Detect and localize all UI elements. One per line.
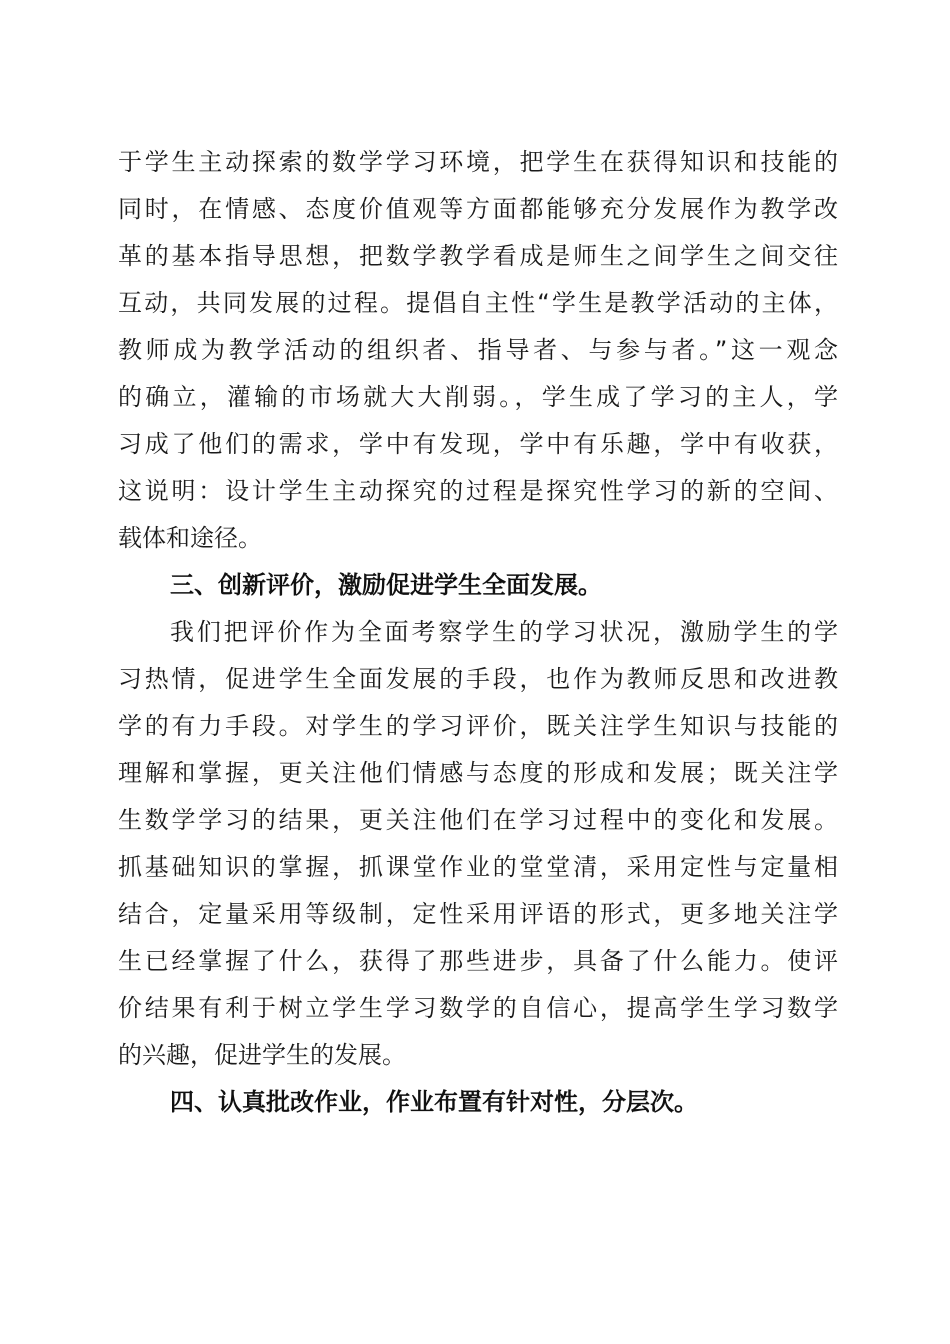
paragraph-1-line: 互动，共同发展的过程。提倡自主性“学生是教学活动的主体， bbox=[118, 289, 838, 317]
paragraph-2-line: 结合，定量采用等级制，定性采用评语的形式，更多地关注学 bbox=[118, 900, 838, 928]
paragraph-2-line: 学的有力手段。对学生的学习评价，既关注学生知识与技能的 bbox=[118, 712, 838, 740]
paragraph-2-line: 的兴趣，促进学生的发展。 bbox=[118, 1041, 406, 1069]
section-heading-3: 三、创新评价，激励促进学生全面发展。 bbox=[170, 571, 602, 599]
paragraph-1-line: 于学生主动探索的数学学习环境，把学生在获得知识和技能的 bbox=[118, 148, 838, 176]
paragraph-1-line: 教师成为教学活动的组织者、指导者、与参与者。”这一观念 bbox=[118, 336, 838, 364]
paragraph-2-line: 抓基础知识的掌握，抓课堂作业的堂堂清，采用定性与定量相 bbox=[118, 853, 838, 881]
paragraph-1-line: 载体和途径。 bbox=[118, 524, 262, 552]
paragraph-2-line: 习热情，促进学生全面发展的手段，也作为教师反思和改进教 bbox=[118, 665, 838, 693]
paragraph-2-line: 生数学学习的结果，更关注他们在学习过程中的变化和发展。 bbox=[118, 806, 838, 834]
paragraph-1-line: 这说明：设计学生主动探究的过程是探究性学习的新的空间、 bbox=[118, 477, 838, 505]
paragraph-2-line: 理解和掌握，更关注他们情感与态度的形成和发展；既关注学 bbox=[118, 759, 838, 787]
paragraph-2-line: 我们把评价作为全面考察学生的学习状况，激励学生的学 bbox=[170, 618, 838, 646]
paragraph-2-line: 生已经掌握了什么，获得了那些进步，具备了什么能力。使评 bbox=[118, 947, 838, 975]
paragraph-1-line: 革的基本指导思想，把数学教学看成是师生之间学生之间交往 bbox=[118, 242, 838, 270]
paragraph-1-line: 的确立，灌输的市场就大大削弱。，学生成了学习的主人，学 bbox=[118, 383, 838, 411]
paragraph-1-line: 同时，在情感、态度价值观等方面都能够充分发展作为教学改 bbox=[118, 195, 838, 223]
section-heading-4: 四、认真批改作业，作业布置有针对性，分层次。 bbox=[170, 1088, 698, 1116]
paragraph-1-line: 习成了他们的需求，学中有发现，学中有乐趣，学中有收获， bbox=[118, 430, 838, 458]
paragraph-2-line: 价结果有利于树立学生学习数学的自信心，提高学生学习数学 bbox=[118, 994, 838, 1022]
